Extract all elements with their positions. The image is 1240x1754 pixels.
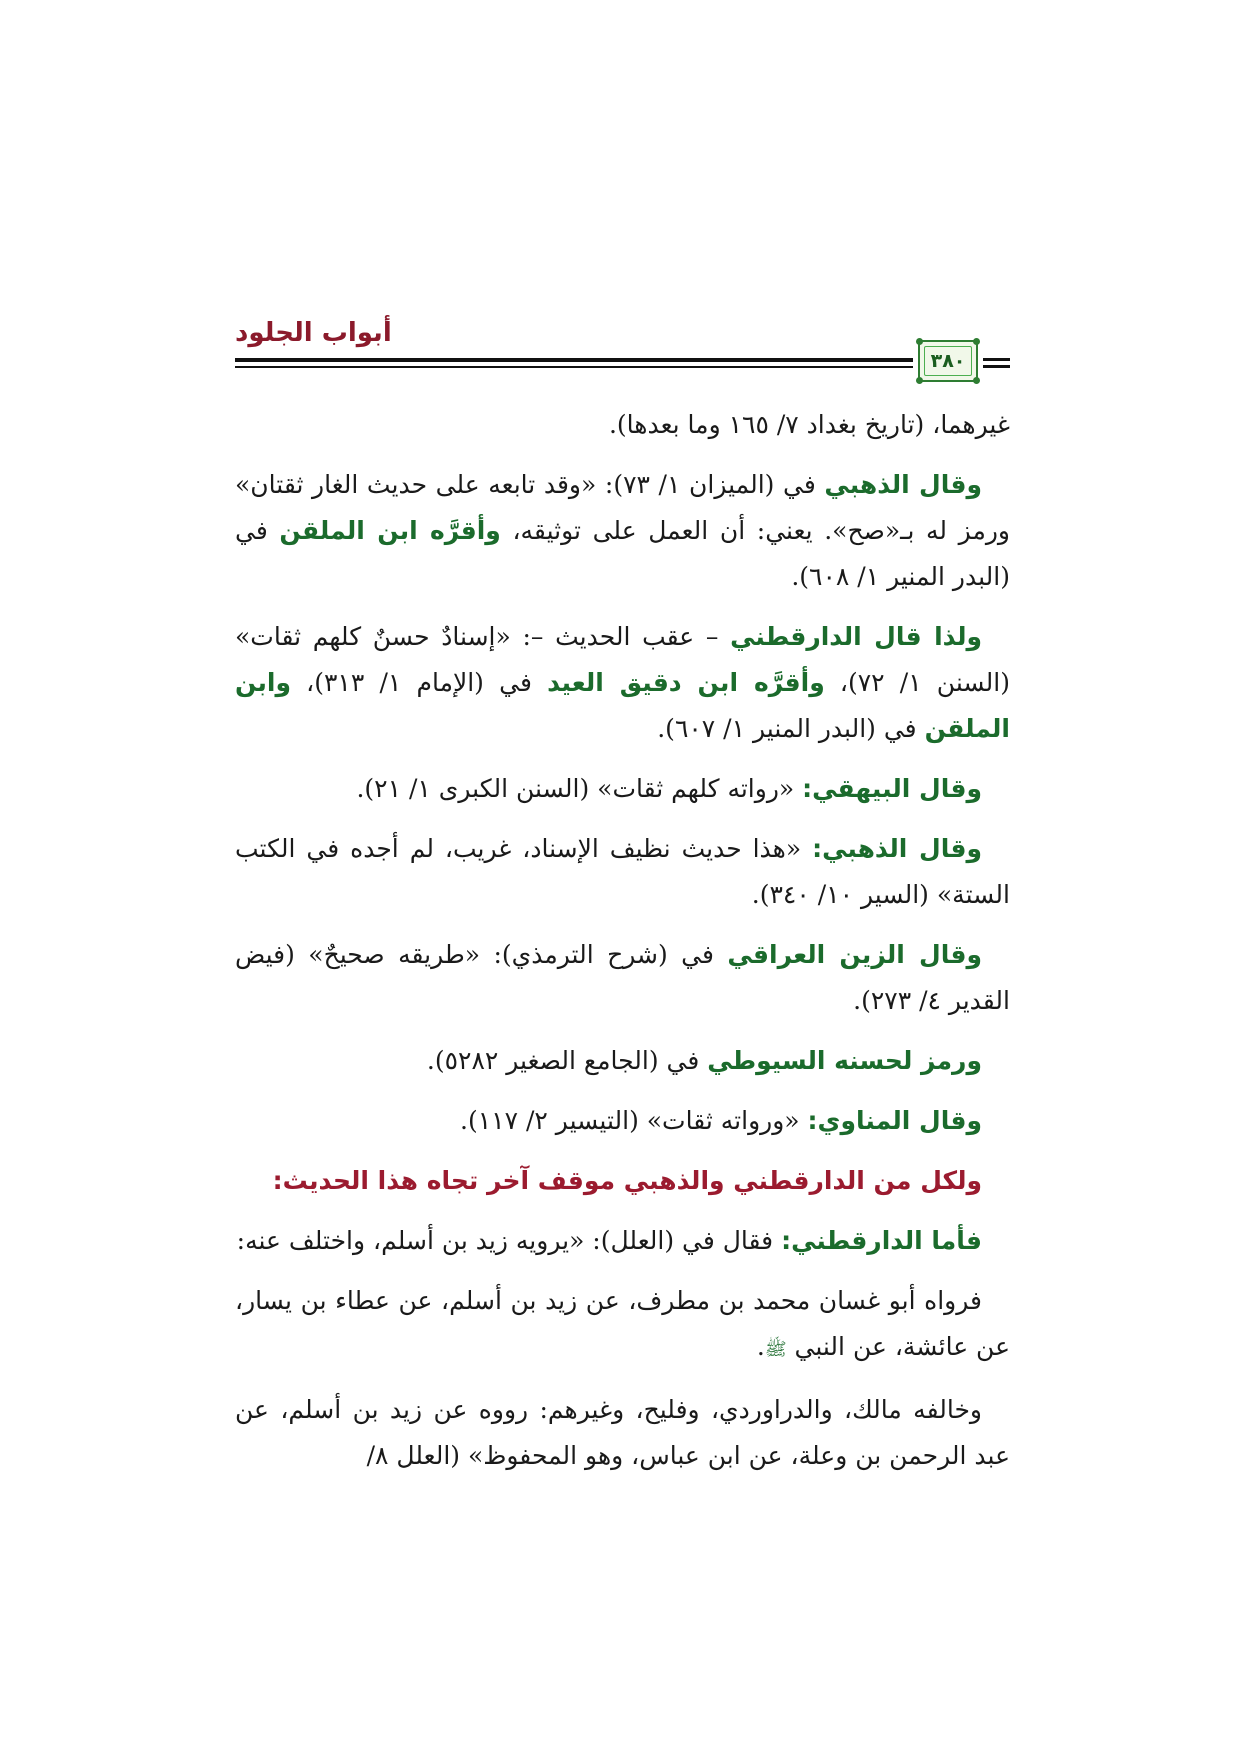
paragraph-5: وقال الذهبي: «هذا حديث نظيف الإسناد، غريب، لم أجده في الكتب الستة» (السير ١٠/ ٣٤٠). xyxy=(235,834,1010,909)
header-rule-thin xyxy=(235,366,913,368)
ornament-icon xyxy=(973,377,980,384)
ornament-icon xyxy=(916,377,923,384)
page-number-badge xyxy=(918,340,978,382)
header-rule-right-2 xyxy=(983,365,1010,368)
paragraph-12: وخالفه مالك، والدراوردي، وفليح، وغيرهم: رووه عن زيد بن أسلم، عن عبد الرحمن بن وعلة، عن ابن عباس، وهو المحفوظ» (العلل ٨/ xyxy=(235,1395,1010,1470)
paragraph-1: غيرهما، (تاريخ بغداد ٧/ ١٦٥ وما بعدها). xyxy=(608,410,1010,439)
chapter-title: أبواب الجلود xyxy=(235,318,392,348)
paragraph-11: فرواه أبو غسان محمد بن مطرف، عن زيد بن أسلم، عن عطاء بن يسار، عن عائشة، عن النبي ﷺ. xyxy=(235,1286,1010,1361)
salla-icon: ﷺ xyxy=(764,1339,787,1360)
paragraph-8: وقال المناوي: «ورواته ثقات» (التيسير ٢/ ١١٧). xyxy=(460,1106,982,1135)
paragraph-7: ورمز لحسنه السيوطي في (الجامع الصغير ٥٢٨٢). xyxy=(426,1046,982,1075)
paragraph-10: فأما الدارقطني: فقال في (العلل): «يرويه زيد بن أسلم، واختلف عنه: xyxy=(236,1226,982,1255)
paragraph-3: ولذا قال الدارقطني – عقب الحديث –: «إسنادٌ حسنٌ كلهم ثقات» (السنن ١/ ٧٢)، وأقرَّه ابن دقيق العيد في (الإمام ١/ ٣١٣)، وابن الملقن في (البدر المنير ١/ ٦٠٧). xyxy=(235,622,1010,743)
ornament-icon xyxy=(973,338,980,345)
header-rule-thick xyxy=(235,358,913,362)
page-number: ٣٨٠ xyxy=(930,350,966,372)
paragraph-2: وقال الذهبي في (الميزان ١/ ٧٣): «وقد تابعه على حديث الغار ثقتان» ورمز له بـ«صح». يعني: أن العمل على توثيقه، وأقرَّه ابن الملقن في (البدر المنير ١/ ٦٠٨). xyxy=(235,470,1011,591)
section-heading: ولكل من الدارقطني والذهبي موقف آخر تجاه هذا الحديث: xyxy=(272,1166,982,1195)
header-rule-right xyxy=(983,358,1010,361)
page-header xyxy=(235,318,1010,388)
page-body xyxy=(235,402,1010,1493)
ornament-icon xyxy=(916,338,923,345)
paragraph-4: وقال البيهقي: «رواته كلهم ثقات» (السنن الكبرى ١/ ٢١). xyxy=(356,774,982,803)
paragraph-6: وقال الزين العراقي في (شرح الترمذي): «طريقه صحيحٌ» (فيض القدير ٤/ ٢٧٣). xyxy=(235,940,1010,1015)
